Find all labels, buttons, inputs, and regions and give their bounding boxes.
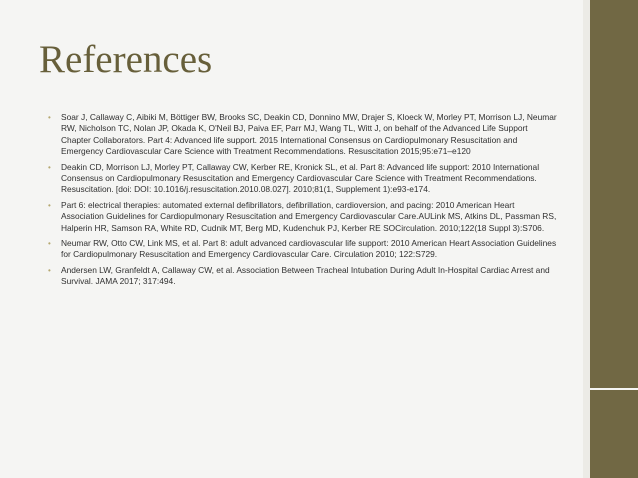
- bullet-icon: •: [48, 162, 51, 172]
- reference-text: Soar J, Callaway C, Aibiki M, Böttiger BW, Brooks SC, Deakin CD, Donnino MW, Drajer S, Kloeck W, Morley PT, Morrison LJ, Neumar RW, Nicholson TC, Nolan JP, Okada K, O'Neil BJ, Paiva EF, Parr MJ, Wang TL, Witt J, on behalf of the Advanced Life Support Chapter Collaborators. Part 4: Advanced life support. 2015 International Consensus on Cardiopulmonary Resuscitation and Emergency Cardiovascular Care Science with Treatment Recommendations. Resuscitation 2015;95:e71–e120: [61, 112, 557, 157]
- bullet-icon: •: [48, 239, 51, 249]
- bullet-icon: •: [48, 113, 51, 122]
- page-title: References: [39, 38, 213, 81]
- sidebar-divider: [583, 0, 590, 478]
- reference-text: Deakin CD, Morrison LJ, Morley PT, Callaway CW, Kerber RE, Kronick SL, et al. Part 8: Advanced life support: 2010 International Consensus on Cardiopulmonary Resuscitation and Emergency Cardiovascular Care Science with Treatment Recommendations. Resuscitation. [doi: DOI: 10.1016/j.resuscitation.2010.08.027]. 2010;81(1, Supplement 1):e93-e174.: [61, 161, 540, 195]
- reference-item: [48, 238, 558, 261]
- reference-list: [48, 112, 558, 292]
- reference-item: [48, 112, 558, 158]
- reference-item: [48, 162, 558, 196]
- bullet-icon: •: [48, 265, 51, 275]
- bullet-icon: •: [48, 200, 51, 210]
- reference-text: Part 6: electrical therapies: automated external defibrillators, defibrillation, cardioversion, and pacing: 2010 American Heart Association Guidelines for Cardiopulmonary Resuscitation and Emergency Cardiovascular Care.AULink MS, Atkins DL, Passman RS, Halperin HR, Samson RA, White RD, Cudnik MT, Berg MD, Kudenchuk PJ, Kerber RE SOCirculation. 2010;122(18 Suppl 3):S706.: [61, 199, 557, 233]
- reference-text: Neumar RW, Otto CW, Link MS, et al. Part 8: adult advanced cardiovascular life support: 2010 American Heart Association Guidelines for Cardiopulmonary Resuscitation and Emergency Cardiovascular Care. Circulation 2010; 122:S729.: [61, 238, 557, 260]
- reference-text: Andersen LW, Granfeldt A, Callaway CW, et al. Association Between Tracheal Intubation During Adult In-Hospital Cardiac Arrest and Survival. JAMA 2017; 317:494.: [61, 264, 550, 287]
- reference-item: [48, 265, 558, 288]
- sidebar-bottom-block: [590, 390, 638, 478]
- reference-item: [48, 200, 558, 234]
